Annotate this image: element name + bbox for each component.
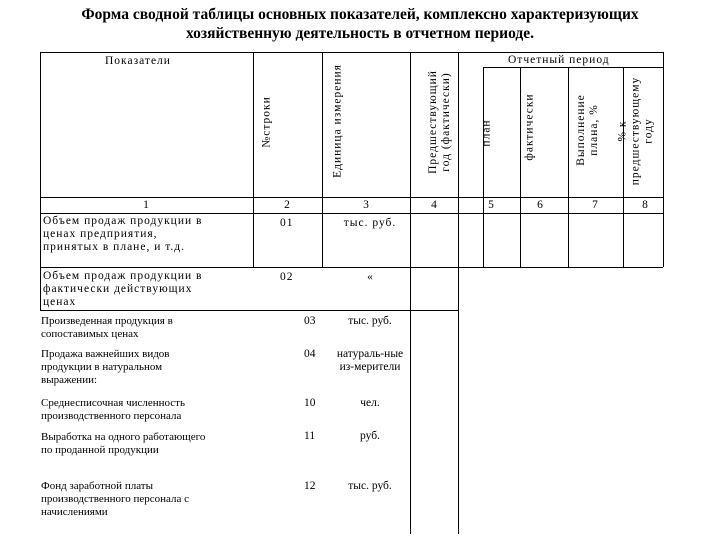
table-row-name: Объем продаж продукции в ценах предприятия, принятых в плане, и т.д. xyxy=(43,215,203,253)
table-left-border xyxy=(40,52,41,310)
column-number: 2 xyxy=(284,199,290,211)
table-row-name: Объем продаж продукции в фактически действующих ценах xyxy=(43,270,203,308)
table-row-unit: тыс. руб. xyxy=(348,315,392,327)
col-unit-left-border xyxy=(322,52,323,267)
reporting-period-divider xyxy=(483,67,663,68)
column-number: 4 xyxy=(431,199,437,211)
column-number: 3 xyxy=(363,199,369,211)
table-row-unit: « xyxy=(367,271,373,283)
column-number: 6 xyxy=(537,199,543,211)
title-line-1: Форма сводной таблицы основных показателей, комплексно характеризующих xyxy=(81,6,639,23)
table-row-name: Среднесписочная численность производственного персонала xyxy=(41,397,186,422)
row-2-bottom-border xyxy=(40,310,458,311)
table-right-border xyxy=(663,52,664,267)
table-row-unit: тыс. руб. xyxy=(343,217,397,229)
header-bottom-border xyxy=(40,197,663,198)
table-row-name: Продажа важнейших видов продукции в натуральном выражении: xyxy=(41,348,170,386)
col-rowno-left-border xyxy=(253,52,254,267)
column-number: 7 xyxy=(592,199,598,211)
table-row-number: 01 xyxy=(280,217,294,229)
row-1-bottom-border xyxy=(40,267,663,268)
table-row-number: 03 xyxy=(304,315,316,327)
table-row-unit: тыс. руб. xyxy=(348,480,392,492)
table-row-name: Произведенная продукция в сопоставимых ценах xyxy=(41,315,173,340)
table-row-unit: руб. xyxy=(360,430,380,442)
title-line-2: хозяйственную деятельность в отчетном периоде. xyxy=(186,25,534,42)
table-row-number: 12 xyxy=(304,480,316,492)
column-number: 5 xyxy=(488,199,494,211)
table-row-unit: натураль-ные из-мерители xyxy=(336,348,404,373)
header-indicators: Показатели xyxy=(105,55,171,67)
page-title xyxy=(0,5,720,43)
col-prev-left-border xyxy=(410,52,411,534)
table-row-number: 04 xyxy=(304,348,316,360)
table-row-name: Фонд заработной платы производственного персонала с начислениями xyxy=(41,480,190,518)
col-prev-right-border xyxy=(458,52,459,534)
header-reporting-period: Отчетный период xyxy=(508,54,610,66)
table-row-unit: чел. xyxy=(360,397,380,409)
col-plan-left-border xyxy=(483,67,484,267)
table-row-name: Выработка на одного работающего по проданной продукции xyxy=(41,431,206,456)
col-actual-left-border xyxy=(520,67,521,267)
column-numbers-bottom-border xyxy=(40,213,663,214)
table-top-border xyxy=(40,52,663,53)
table-row-number: 10 xyxy=(304,397,316,409)
table-row-number: 02 xyxy=(280,271,294,283)
column-number: 1 xyxy=(143,199,149,211)
table-row-number: 11 xyxy=(304,430,316,442)
column-number: 8 xyxy=(642,199,648,211)
col-exec-left-border xyxy=(568,67,569,267)
